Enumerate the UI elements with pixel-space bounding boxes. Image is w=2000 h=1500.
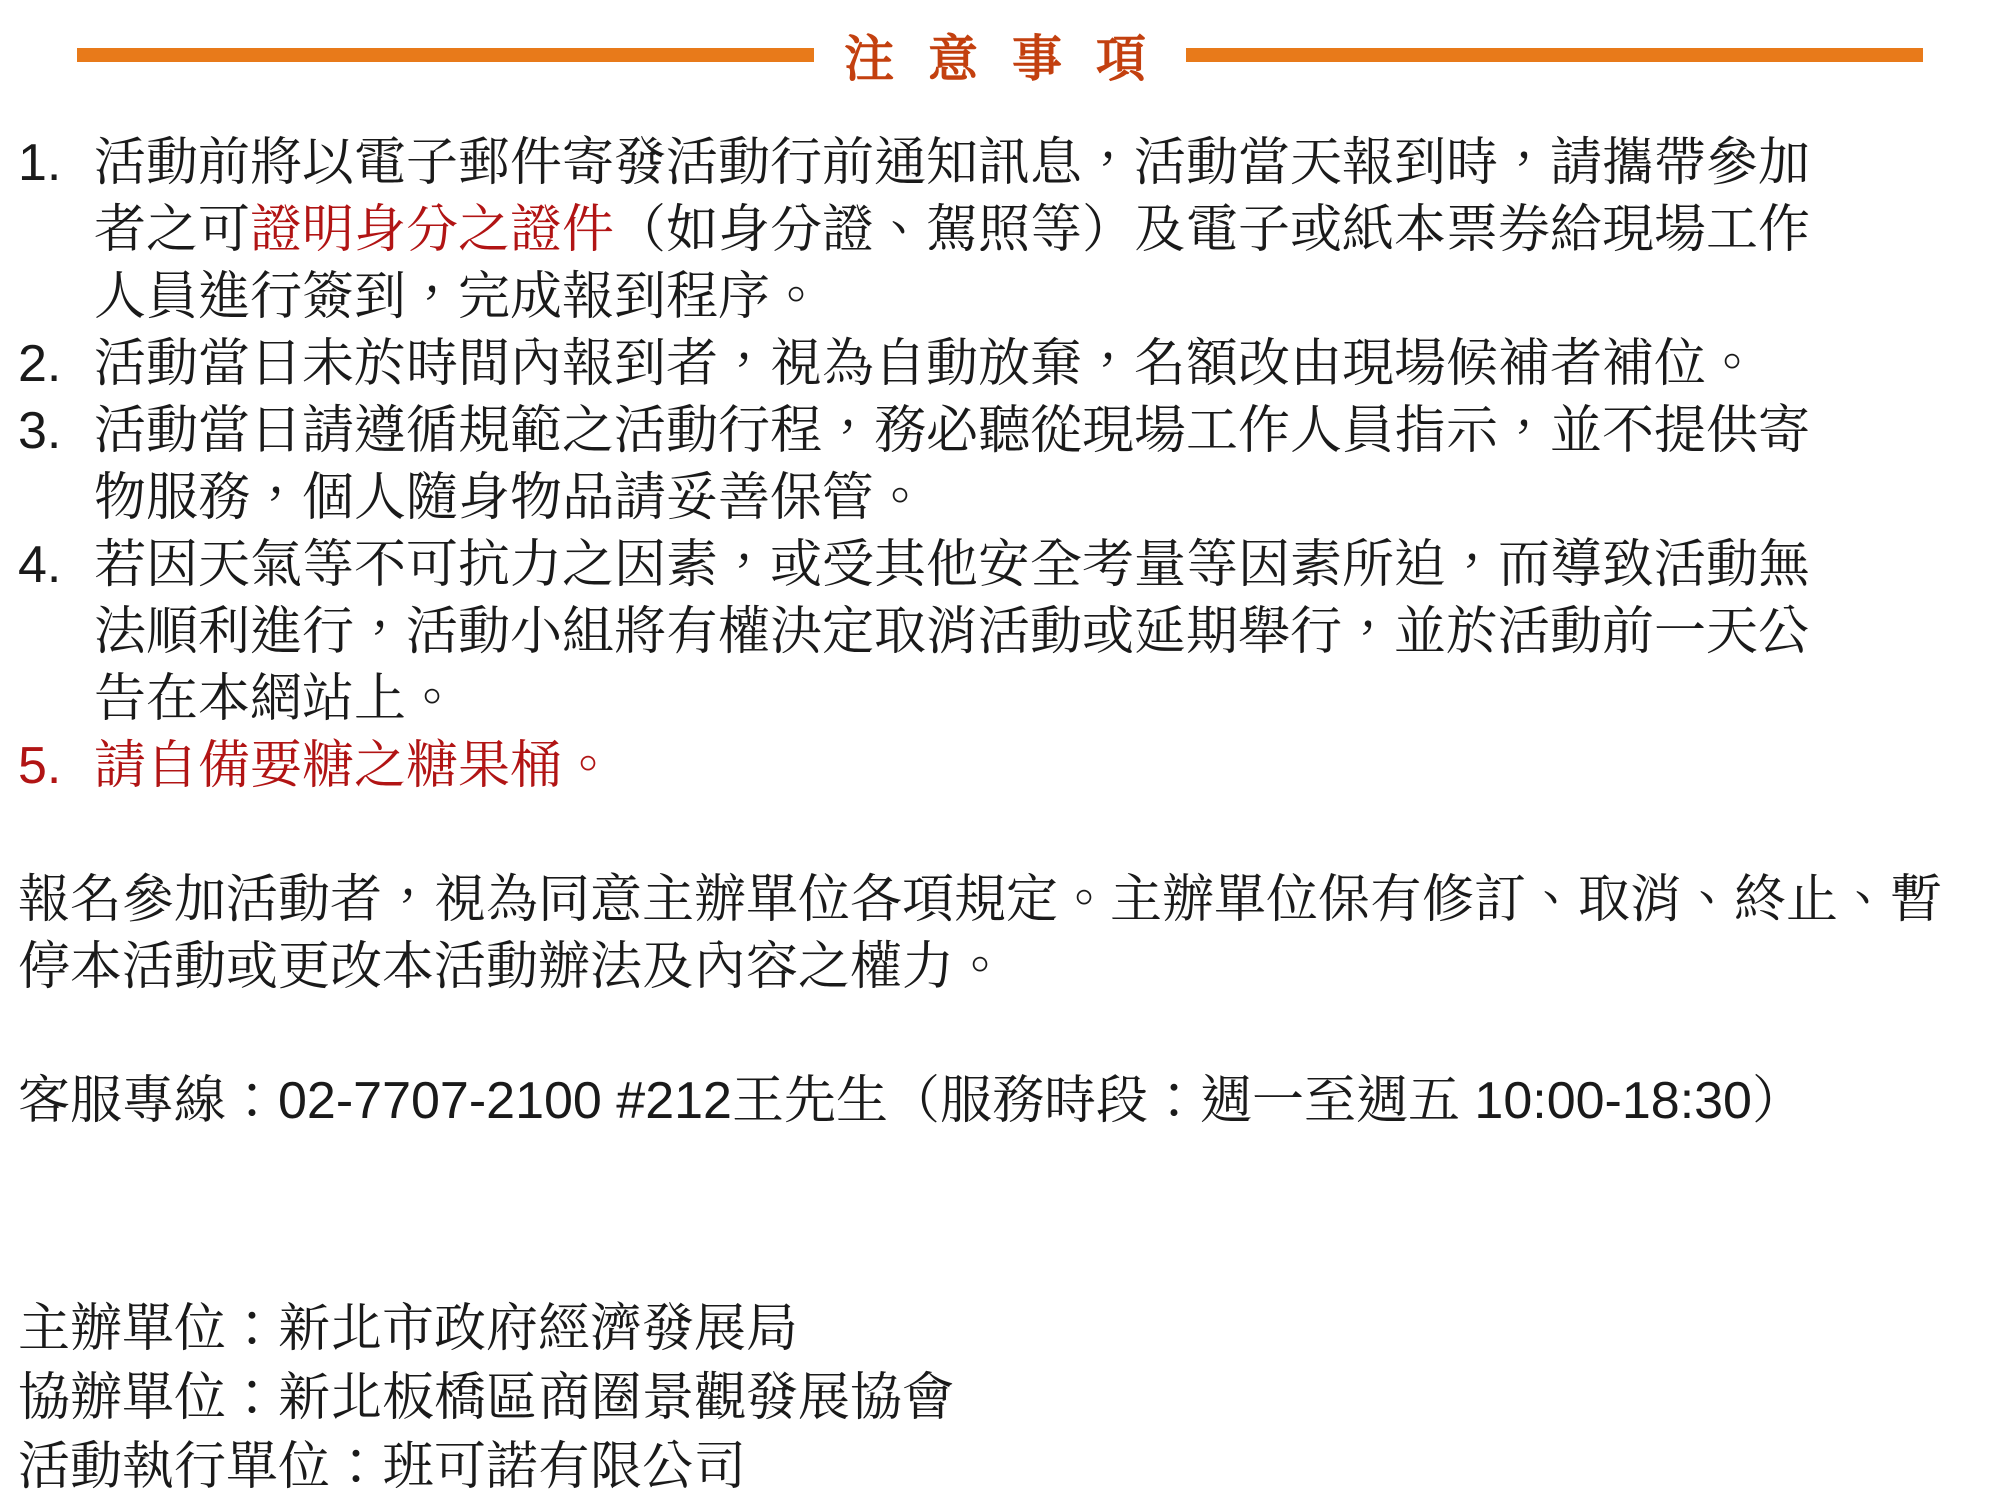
- notice-item-text: 請自備要糖之糖果桶。: [94, 737, 615, 795]
- notice-item-number: 1.: [18, 134, 62, 192]
- notice-item-text: 若因天氣等不可抗力之因素，或受其他安全考量等因素所迫，而導致活動無法順利進行，活動小組將有權決定取消活動或延期舉行，並於活動前一天公告在本網站上。: [94, 536, 1811, 728]
- customer-service-line: 客服專線：02-7707-2100 #212王先生（服務時段：週一至週五 10:00-18:30）: [18, 1072, 1804, 1130]
- header-rule-right: [1186, 48, 1923, 62]
- notice-item-number: 5.: [18, 737, 62, 795]
- notice-item-4: [18, 532, 1820, 733]
- notice-section-header: [77, 26, 1923, 87]
- host-organizer-line: 主辦單位：新北市政府經濟發展局: [18, 1300, 799, 1358]
- notice-item-number: 2.: [18, 335, 62, 393]
- co-organizer-line: 協辦單位：新北板橋區商圈景觀發展協會: [18, 1369, 955, 1427]
- page-title: 注 意 事 項: [844, 31, 1156, 87]
- notice-item-text: 活動當日請遵循規範之活動行程，務必聽從現場工作人員指示，並不提供寄物服務，個人隨身物品請妥善保管。: [94, 402, 1811, 527]
- notice-item-2: [18, 331, 1820, 398]
- organizer-info: [18, 1295, 2000, 1500]
- executor-line: 活動執行單位：班可諾有限公司: [18, 1438, 747, 1496]
- notice-text-segment: 活動前將以電子郵件寄發活動行前通知訊息，活動當天報到時，請攜帶參加者之可: [94, 134, 1811, 259]
- notice-item-5: [18, 733, 1820, 800]
- notice-item-number: 4.: [18, 536, 62, 594]
- notice-item-3: [18, 398, 1820, 532]
- notice-item-text: 活動當日未於時間內報到者，視為自動放棄，名額改由現場候補者補位。: [94, 335, 1759, 393]
- notice-item-1: [18, 130, 1820, 331]
- header-rule-left: [77, 48, 814, 62]
- notice-item-text: [94, 130, 1820, 331]
- agreement-paragraph: 報名參加活動者，視為同意主辦單位各項規定。主辦單位保有修訂、取消、終止、暫停本活動或更改本活動辦法及內容之權力。: [18, 871, 1943, 996]
- notice-text-segment: （如身分證、駕照等）及電子或紙本票券給現場工作人員進行簽到，完成報到程序。: [94, 201, 1811, 326]
- notice-item-number: 3.: [18, 402, 62, 460]
- notice-text-highlight: 證明身分之證件: [250, 201, 615, 259]
- notice-list: [18, 130, 2000, 800]
